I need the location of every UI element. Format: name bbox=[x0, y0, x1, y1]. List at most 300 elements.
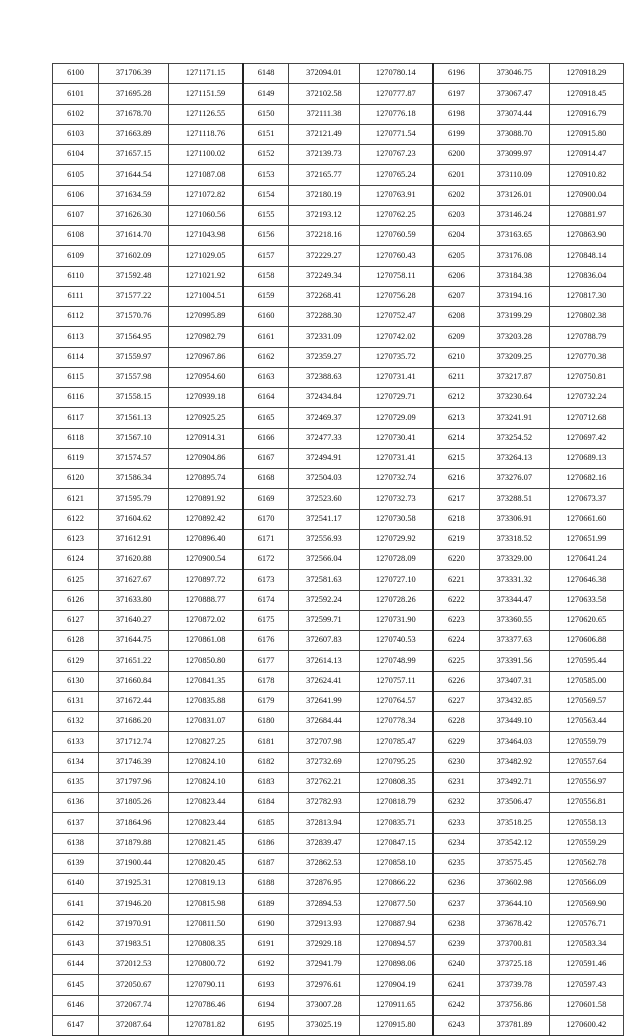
cell-y-coordinate: 1270914.47 bbox=[549, 145, 623, 165]
cell-point-id: 6145 bbox=[53, 975, 99, 995]
cell-point-id: 6158 bbox=[243, 266, 289, 286]
cell-y-coordinate: 1270847.15 bbox=[359, 833, 433, 853]
cell-x-coordinate: 372862.53 bbox=[289, 853, 359, 873]
cell-y-coordinate: 1270728.26 bbox=[359, 590, 433, 610]
cell-y-coordinate: 1270563.44 bbox=[549, 712, 623, 732]
cell-y-coordinate: 1270925.25 bbox=[169, 408, 243, 428]
cell-x-coordinate: 372684.44 bbox=[289, 712, 359, 732]
table-row bbox=[53, 732, 624, 752]
cell-x-coordinate: 371577.22 bbox=[99, 286, 169, 306]
cell-x-coordinate: 371640.27 bbox=[99, 610, 169, 630]
cell-x-coordinate: 372599.71 bbox=[289, 610, 359, 630]
cell-point-id: 6215 bbox=[433, 448, 479, 468]
table-row bbox=[53, 712, 624, 732]
cell-point-id: 6214 bbox=[433, 428, 479, 448]
cell-y-coordinate: 1270815.98 bbox=[169, 894, 243, 914]
cell-point-id: 6167 bbox=[243, 448, 289, 468]
cell-y-coordinate: 1270835.71 bbox=[359, 813, 433, 833]
cell-x-coordinate: 373432.85 bbox=[479, 691, 549, 711]
table-row bbox=[53, 651, 624, 671]
cell-point-id: 6114 bbox=[53, 347, 99, 367]
cell-point-id: 6165 bbox=[243, 408, 289, 428]
cell-y-coordinate: 1270858.10 bbox=[359, 853, 433, 873]
cell-y-coordinate: 1270583.34 bbox=[549, 934, 623, 954]
cell-x-coordinate: 373464.03 bbox=[479, 732, 549, 752]
cell-x-coordinate: 371805.26 bbox=[99, 793, 169, 813]
cell-point-id: 6164 bbox=[243, 388, 289, 408]
table-row bbox=[53, 347, 624, 367]
table-row bbox=[53, 307, 624, 327]
cell-y-coordinate: 1270967.86 bbox=[169, 347, 243, 367]
cell-y-coordinate: 1270556.97 bbox=[549, 772, 623, 792]
cell-point-id: 6106 bbox=[53, 185, 99, 205]
cell-x-coordinate: 372581.63 bbox=[289, 570, 359, 590]
cell-y-coordinate: 1270731.90 bbox=[359, 610, 433, 630]
cell-point-id: 6198 bbox=[433, 104, 479, 124]
cell-y-coordinate: 1270836.04 bbox=[549, 266, 623, 286]
cell-y-coordinate: 1270689.13 bbox=[549, 448, 623, 468]
cell-y-coordinate: 1270887.94 bbox=[359, 914, 433, 934]
cell-x-coordinate: 371651.22 bbox=[99, 651, 169, 671]
cell-y-coordinate: 1270764.57 bbox=[359, 691, 433, 711]
table-row bbox=[53, 246, 624, 266]
cell-x-coordinate: 372707.98 bbox=[289, 732, 359, 752]
cell-point-id: 6153 bbox=[243, 165, 289, 185]
cell-x-coordinate: 372229.27 bbox=[289, 246, 359, 266]
cell-y-coordinate: 1270915.80 bbox=[359, 1015, 433, 1035]
cell-x-coordinate: 371570.76 bbox=[99, 307, 169, 327]
table-row bbox=[53, 894, 624, 914]
cell-y-coordinate: 1270900.54 bbox=[169, 550, 243, 570]
cell-x-coordinate: 372592.24 bbox=[289, 590, 359, 610]
cell-x-coordinate: 371983.51 bbox=[99, 934, 169, 954]
cell-y-coordinate: 1270820.45 bbox=[169, 853, 243, 873]
cell-x-coordinate: 372494.91 bbox=[289, 448, 359, 468]
cell-y-coordinate: 1270831.07 bbox=[169, 712, 243, 732]
cell-point-id: 6161 bbox=[243, 327, 289, 347]
table-row bbox=[53, 752, 624, 772]
cell-point-id: 6187 bbox=[243, 853, 289, 873]
cell-x-coordinate: 373288.51 bbox=[479, 489, 549, 509]
cell-point-id: 6207 bbox=[433, 286, 479, 306]
table-row bbox=[53, 469, 624, 489]
cell-x-coordinate: 373194.16 bbox=[479, 286, 549, 306]
cell-y-coordinate: 1270760.59 bbox=[359, 226, 433, 246]
cell-y-coordinate: 1270757.11 bbox=[359, 671, 433, 691]
cell-x-coordinate: 371946.20 bbox=[99, 894, 169, 914]
cell-x-coordinate: 373329.00 bbox=[479, 550, 549, 570]
cell-x-coordinate: 372876.95 bbox=[289, 874, 359, 894]
table-row bbox=[53, 226, 624, 246]
cell-x-coordinate: 372434.84 bbox=[289, 388, 359, 408]
cell-y-coordinate: 1270732.74 bbox=[359, 469, 433, 489]
cell-point-id: 6157 bbox=[243, 246, 289, 266]
cell-y-coordinate: 1270576.71 bbox=[549, 914, 623, 934]
cell-y-coordinate: 1270732.24 bbox=[549, 388, 623, 408]
cell-x-coordinate: 372504.03 bbox=[289, 469, 359, 489]
cell-x-coordinate: 371620.88 bbox=[99, 550, 169, 570]
cell-point-id: 6216 bbox=[433, 469, 479, 489]
cell-point-id: 6229 bbox=[433, 732, 479, 752]
table-row bbox=[53, 428, 624, 448]
cell-y-coordinate: 1270911.65 bbox=[359, 995, 433, 1015]
cell-point-id: 6162 bbox=[243, 347, 289, 367]
cell-x-coordinate: 371712.74 bbox=[99, 732, 169, 752]
cell-y-coordinate: 1270569.57 bbox=[549, 691, 623, 711]
cell-x-coordinate: 373217.87 bbox=[479, 367, 549, 387]
cell-x-coordinate: 372012.53 bbox=[99, 955, 169, 975]
cell-point-id: 6126 bbox=[53, 590, 99, 610]
cell-x-coordinate: 373176.08 bbox=[479, 246, 549, 266]
table-row bbox=[53, 408, 624, 428]
cell-point-id: 6118 bbox=[53, 428, 99, 448]
cell-x-coordinate: 372268.41 bbox=[289, 286, 359, 306]
cell-x-coordinate: 373230.64 bbox=[479, 388, 549, 408]
cell-point-id: 6182 bbox=[243, 752, 289, 772]
cell-x-coordinate: 372288.30 bbox=[289, 307, 359, 327]
cell-x-coordinate: 372894.53 bbox=[289, 894, 359, 914]
cell-point-id: 6115 bbox=[53, 367, 99, 387]
cell-y-coordinate: 1270673.37 bbox=[549, 489, 623, 509]
cell-point-id: 6213 bbox=[433, 408, 479, 428]
cell-x-coordinate: 373391.56 bbox=[479, 651, 549, 671]
cell-y-coordinate: 1270778.34 bbox=[359, 712, 433, 732]
table-row bbox=[53, 975, 624, 995]
cell-x-coordinate: 373781.89 bbox=[479, 1015, 549, 1035]
cell-point-id: 6185 bbox=[243, 813, 289, 833]
cell-x-coordinate: 372249.34 bbox=[289, 266, 359, 286]
cell-point-id: 6151 bbox=[243, 124, 289, 144]
cell-x-coordinate: 373306.91 bbox=[479, 509, 549, 529]
table-row bbox=[53, 165, 624, 185]
cell-point-id: 6135 bbox=[53, 772, 99, 792]
cell-point-id: 6137 bbox=[53, 813, 99, 833]
cell-point-id: 6237 bbox=[433, 894, 479, 914]
cell-y-coordinate: 1270914.31 bbox=[169, 428, 243, 448]
cell-y-coordinate: 1270750.81 bbox=[549, 367, 623, 387]
table-row bbox=[53, 914, 624, 934]
cell-y-coordinate: 1270848.14 bbox=[549, 246, 623, 266]
cell-y-coordinate: 1270939.18 bbox=[169, 388, 243, 408]
cell-y-coordinate: 1270895.74 bbox=[169, 469, 243, 489]
cell-point-id: 6122 bbox=[53, 509, 99, 529]
cell-point-id: 6234 bbox=[433, 833, 479, 853]
cell-y-coordinate: 1270732.73 bbox=[359, 489, 433, 509]
cell-y-coordinate: 1270915.80 bbox=[549, 124, 623, 144]
cell-y-coordinate: 1270811.50 bbox=[169, 914, 243, 934]
cell-point-id: 6206 bbox=[433, 266, 479, 286]
cell-y-coordinate: 1270600.42 bbox=[549, 1015, 623, 1035]
cell-point-id: 6154 bbox=[243, 185, 289, 205]
cell-y-coordinate: 1271087.08 bbox=[169, 165, 243, 185]
cell-x-coordinate: 371559.97 bbox=[99, 347, 169, 367]
table-row bbox=[53, 205, 624, 225]
cell-point-id: 6239 bbox=[433, 934, 479, 954]
cell-point-id: 6112 bbox=[53, 307, 99, 327]
cell-y-coordinate: 1270861.08 bbox=[169, 631, 243, 651]
cell-x-coordinate: 372614.13 bbox=[289, 651, 359, 671]
cell-point-id: 6100 bbox=[53, 64, 99, 84]
cell-y-coordinate: 1270641.24 bbox=[549, 550, 623, 570]
table-row bbox=[53, 772, 624, 792]
cell-x-coordinate: 371604.62 bbox=[99, 509, 169, 529]
cell-point-id: 6223 bbox=[433, 610, 479, 630]
cell-y-coordinate: 1271126.55 bbox=[169, 104, 243, 124]
cell-y-coordinate: 1270790.11 bbox=[169, 975, 243, 995]
table-row bbox=[53, 266, 624, 286]
cell-x-coordinate: 372102.58 bbox=[289, 84, 359, 104]
table-row bbox=[53, 124, 624, 144]
cell-point-id: 6242 bbox=[433, 995, 479, 1015]
cell-y-coordinate: 1270788.79 bbox=[549, 327, 623, 347]
table-row bbox=[53, 509, 624, 529]
cell-x-coordinate: 373146.24 bbox=[479, 205, 549, 225]
cell-y-coordinate: 1270824.10 bbox=[169, 752, 243, 772]
cell-point-id: 6188 bbox=[243, 874, 289, 894]
cell-x-coordinate: 371663.89 bbox=[99, 124, 169, 144]
cell-point-id: 6136 bbox=[53, 793, 99, 813]
cell-point-id: 6219 bbox=[433, 529, 479, 549]
cell-point-id: 6120 bbox=[53, 469, 99, 489]
cell-x-coordinate: 373739.78 bbox=[479, 975, 549, 995]
cell-point-id: 6139 bbox=[53, 853, 99, 873]
cell-y-coordinate: 1270872.02 bbox=[169, 610, 243, 630]
cell-x-coordinate: 372913.93 bbox=[289, 914, 359, 934]
cell-x-coordinate: 373074.44 bbox=[479, 104, 549, 124]
cell-y-coordinate: 1270730.41 bbox=[359, 428, 433, 448]
cell-y-coordinate: 1270891.92 bbox=[169, 489, 243, 509]
cell-x-coordinate: 372111.38 bbox=[289, 104, 359, 124]
cell-y-coordinate: 1270651.99 bbox=[549, 529, 623, 549]
document-page bbox=[52, 63, 624, 1036]
cell-x-coordinate: 373199.29 bbox=[479, 307, 549, 327]
cell-y-coordinate: 1270728.09 bbox=[359, 550, 433, 570]
table-row bbox=[53, 590, 624, 610]
cell-point-id: 6200 bbox=[433, 145, 479, 165]
cell-point-id: 6121 bbox=[53, 489, 99, 509]
cell-point-id: 6233 bbox=[433, 813, 479, 833]
cell-x-coordinate: 372218.16 bbox=[289, 226, 359, 246]
cell-y-coordinate: 1270752.47 bbox=[359, 307, 433, 327]
cell-x-coordinate: 373254.52 bbox=[479, 428, 549, 448]
cell-point-id: 6238 bbox=[433, 914, 479, 934]
cell-x-coordinate: 372732.69 bbox=[289, 752, 359, 772]
cell-y-coordinate: 1270835.88 bbox=[169, 691, 243, 711]
cell-x-coordinate: 371686.20 bbox=[99, 712, 169, 732]
cell-x-coordinate: 372641.99 bbox=[289, 691, 359, 711]
cell-x-coordinate: 371644.54 bbox=[99, 165, 169, 185]
cell-x-coordinate: 373276.07 bbox=[479, 469, 549, 489]
cell-point-id: 6220 bbox=[433, 550, 479, 570]
cell-point-id: 6190 bbox=[243, 914, 289, 934]
cell-y-coordinate: 1270802.38 bbox=[549, 307, 623, 327]
cell-x-coordinate: 371633.80 bbox=[99, 590, 169, 610]
cell-y-coordinate: 1270910.82 bbox=[549, 165, 623, 185]
cell-y-coordinate: 1270756.28 bbox=[359, 286, 433, 306]
cell-x-coordinate: 373110.09 bbox=[479, 165, 549, 185]
cell-y-coordinate: 1271004.51 bbox=[169, 286, 243, 306]
cell-x-coordinate: 372121.49 bbox=[289, 124, 359, 144]
cell-y-coordinate: 1271043.98 bbox=[169, 226, 243, 246]
cell-x-coordinate: 373377.63 bbox=[479, 631, 549, 651]
cell-x-coordinate: 373007.28 bbox=[289, 995, 359, 1015]
cell-y-coordinate: 1270900.04 bbox=[549, 185, 623, 205]
cell-x-coordinate: 373088.70 bbox=[479, 124, 549, 144]
cell-y-coordinate: 1270824.10 bbox=[169, 772, 243, 792]
cell-y-coordinate: 1270808.35 bbox=[169, 934, 243, 954]
cell-point-id: 6117 bbox=[53, 408, 99, 428]
cell-point-id: 6217 bbox=[433, 489, 479, 509]
table-row bbox=[53, 813, 624, 833]
cell-x-coordinate: 372469.37 bbox=[289, 408, 359, 428]
cell-x-coordinate: 373264.13 bbox=[479, 448, 549, 468]
cell-x-coordinate: 373126.01 bbox=[479, 185, 549, 205]
cell-point-id: 6129 bbox=[53, 651, 99, 671]
cell-y-coordinate: 1270591.46 bbox=[549, 955, 623, 975]
cell-x-coordinate: 371644.75 bbox=[99, 631, 169, 651]
cell-y-coordinate: 1270559.79 bbox=[549, 732, 623, 752]
table-row bbox=[53, 570, 624, 590]
cell-y-coordinate: 1270646.38 bbox=[549, 570, 623, 590]
cell-x-coordinate: 371864.96 bbox=[99, 813, 169, 833]
table-row bbox=[53, 874, 624, 894]
cell-y-coordinate: 1270682.16 bbox=[549, 469, 623, 489]
cell-x-coordinate: 371672.44 bbox=[99, 691, 169, 711]
cell-point-id: 6166 bbox=[243, 428, 289, 448]
cell-y-coordinate: 1270896.40 bbox=[169, 529, 243, 549]
cell-point-id: 6131 bbox=[53, 691, 99, 711]
cell-x-coordinate: 371695.28 bbox=[99, 84, 169, 104]
cell-point-id: 6226 bbox=[433, 671, 479, 691]
cell-y-coordinate: 1270559.29 bbox=[549, 833, 623, 853]
cell-y-coordinate: 1270556.81 bbox=[549, 793, 623, 813]
cell-point-id: 6155 bbox=[243, 205, 289, 225]
cell-y-coordinate: 1270898.06 bbox=[359, 955, 433, 975]
table-row bbox=[53, 388, 624, 408]
cell-y-coordinate: 1270558.13 bbox=[549, 813, 623, 833]
table-row bbox=[53, 1015, 624, 1035]
table-row bbox=[53, 550, 624, 570]
table-row bbox=[53, 934, 624, 954]
cell-y-coordinate: 1270763.91 bbox=[359, 185, 433, 205]
cell-x-coordinate: 371634.59 bbox=[99, 185, 169, 205]
cell-point-id: 6177 bbox=[243, 651, 289, 671]
cell-x-coordinate: 373099.97 bbox=[479, 145, 549, 165]
cell-x-coordinate: 371574.57 bbox=[99, 448, 169, 468]
cell-x-coordinate: 371706.39 bbox=[99, 64, 169, 84]
cell-point-id: 6140 bbox=[53, 874, 99, 894]
cell-point-id: 6152 bbox=[243, 145, 289, 165]
cell-x-coordinate: 371970.91 bbox=[99, 914, 169, 934]
cell-point-id: 6170 bbox=[243, 509, 289, 529]
cell-y-coordinate: 1270916.79 bbox=[549, 104, 623, 124]
cell-y-coordinate: 1270881.97 bbox=[549, 205, 623, 225]
cell-y-coordinate: 1271021.92 bbox=[169, 266, 243, 286]
cell-x-coordinate: 372566.04 bbox=[289, 550, 359, 570]
cell-point-id: 6192 bbox=[243, 955, 289, 975]
cell-point-id: 6243 bbox=[433, 1015, 479, 1035]
cell-x-coordinate: 372941.79 bbox=[289, 955, 359, 975]
cell-y-coordinate: 1270729.92 bbox=[359, 529, 433, 549]
cell-point-id: 6218 bbox=[433, 509, 479, 529]
cell-y-coordinate: 1270729.71 bbox=[359, 388, 433, 408]
table-row bbox=[53, 671, 624, 691]
cell-point-id: 6211 bbox=[433, 367, 479, 387]
cell-point-id: 6225 bbox=[433, 651, 479, 671]
cell-point-id: 6107 bbox=[53, 205, 99, 225]
cell-y-coordinate: 1270731.41 bbox=[359, 367, 433, 387]
cell-point-id: 6111 bbox=[53, 286, 99, 306]
cell-y-coordinate: 1270562.78 bbox=[549, 853, 623, 873]
cell-point-id: 6150 bbox=[243, 104, 289, 124]
cell-y-coordinate: 1270557.64 bbox=[549, 752, 623, 772]
cell-x-coordinate: 371879.88 bbox=[99, 833, 169, 853]
cell-x-coordinate: 371592.48 bbox=[99, 266, 169, 286]
cell-x-coordinate: 373241.91 bbox=[479, 408, 549, 428]
cell-y-coordinate: 1271118.76 bbox=[169, 124, 243, 144]
cell-y-coordinate: 1270777.87 bbox=[359, 84, 433, 104]
cell-point-id: 6176 bbox=[243, 631, 289, 651]
cell-x-coordinate: 373163.65 bbox=[479, 226, 549, 246]
cell-point-id: 6147 bbox=[53, 1015, 99, 1035]
cell-y-coordinate: 1270823.44 bbox=[169, 813, 243, 833]
cell-x-coordinate: 373700.81 bbox=[479, 934, 549, 954]
cell-point-id: 6159 bbox=[243, 286, 289, 306]
cell-y-coordinate: 1270661.60 bbox=[549, 509, 623, 529]
cell-point-id: 6178 bbox=[243, 671, 289, 691]
cell-x-coordinate: 371557.98 bbox=[99, 367, 169, 387]
cell-x-coordinate: 373492.71 bbox=[479, 772, 549, 792]
cell-y-coordinate: 1270566.09 bbox=[549, 874, 623, 894]
cell-y-coordinate: 1270758.11 bbox=[359, 266, 433, 286]
cell-x-coordinate: 372813.94 bbox=[289, 813, 359, 833]
cell-x-coordinate: 371586.34 bbox=[99, 469, 169, 489]
cell-y-coordinate: 1271072.82 bbox=[169, 185, 243, 205]
cell-x-coordinate: 373518.25 bbox=[479, 813, 549, 833]
cell-point-id: 6221 bbox=[433, 570, 479, 590]
cell-y-coordinate: 1270606.88 bbox=[549, 631, 623, 651]
table-row bbox=[53, 145, 624, 165]
cell-x-coordinate: 373203.28 bbox=[479, 327, 549, 347]
cell-point-id: 6175 bbox=[243, 610, 289, 630]
cell-x-coordinate: 373184.38 bbox=[479, 266, 549, 286]
cell-point-id: 6230 bbox=[433, 752, 479, 772]
cell-point-id: 6180 bbox=[243, 712, 289, 732]
cell-x-coordinate: 372094.01 bbox=[289, 64, 359, 84]
cell-x-coordinate: 372180.19 bbox=[289, 185, 359, 205]
cell-point-id: 6197 bbox=[433, 84, 479, 104]
table-row bbox=[53, 833, 624, 853]
cell-point-id: 6235 bbox=[433, 853, 479, 873]
cell-y-coordinate: 1270770.38 bbox=[549, 347, 623, 367]
cell-x-coordinate: 372388.63 bbox=[289, 367, 359, 387]
cell-x-coordinate: 372331.09 bbox=[289, 327, 359, 347]
coordinate-table bbox=[52, 63, 624, 1036]
cell-point-id: 6231 bbox=[433, 772, 479, 792]
cell-point-id: 6156 bbox=[243, 226, 289, 246]
cell-y-coordinate: 1270569.90 bbox=[549, 894, 623, 914]
cell-point-id: 6132 bbox=[53, 712, 99, 732]
cell-point-id: 6184 bbox=[243, 793, 289, 813]
cell-y-coordinate: 1270808.35 bbox=[359, 772, 433, 792]
cell-point-id: 6227 bbox=[433, 691, 479, 711]
cell-x-coordinate: 372087.64 bbox=[99, 1015, 169, 1035]
cell-x-coordinate: 372165.77 bbox=[289, 165, 359, 185]
cell-x-coordinate: 372523.60 bbox=[289, 489, 359, 509]
cell-point-id: 6189 bbox=[243, 894, 289, 914]
cell-point-id: 6191 bbox=[243, 934, 289, 954]
table-row bbox=[53, 529, 624, 549]
